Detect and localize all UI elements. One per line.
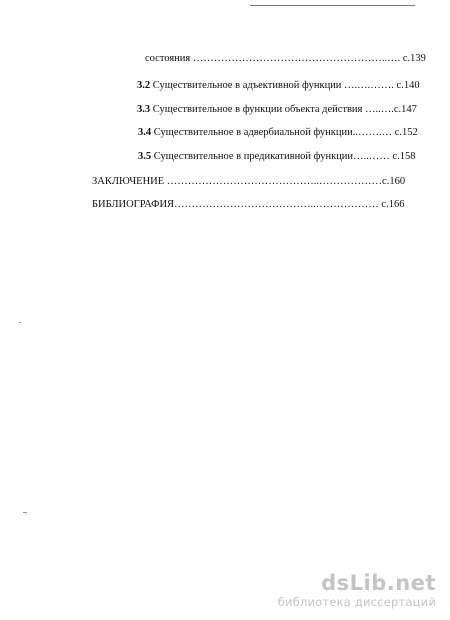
watermark-subtitle: библиотека диссертаций <box>277 595 436 609</box>
watermark-logo: dsLib.net <box>321 571 436 595</box>
toc-entry-text: состояния ………………………………………………..…. с.139 <box>145 53 426 64</box>
toc-section-number: 3.5 <box>138 151 152 162</box>
toc-entry-3-2 <box>137 80 420 92</box>
toc-entry-bibliography <box>92 199 404 211</box>
toc-entry-conclusion <box>92 176 405 188</box>
toc-entry-text: БИБЛИОГРАФИЯ…………………………………..……………… с.166 <box>92 199 405 210</box>
toc-entry-text: Существительное в адвербиальной функции..…….… с.152 <box>151 127 418 138</box>
toc-entry-text: ЗАКЛЮЧЕНИЕ ……………………………………..………………с.160 <box>92 176 406 187</box>
scan-speck <box>19 322 21 323</box>
watermark <box>278 572 436 609</box>
toc-entry-3-4 <box>138 127 418 139</box>
toc-entry-text: Существительное в адъективной функции ….….……. с.140 <box>150 80 420 91</box>
toc-entry-3-5 <box>138 151 415 163</box>
scan-speck <box>23 512 27 513</box>
toc-section-number: 3.3 <box>137 104 151 115</box>
toc-section-number: 3.4 <box>138 127 152 138</box>
toc-section-number: 3.2 <box>137 80 151 91</box>
toc-entry-text: Существительное в предикативной функции…..…… с.158 <box>151 151 416 162</box>
toc-entry-text: Существительное в функции объекта действия …..….с.147 <box>150 104 417 115</box>
toc-entry-continuation <box>145 53 426 65</box>
toc-entry-3-3 <box>137 104 417 116</box>
